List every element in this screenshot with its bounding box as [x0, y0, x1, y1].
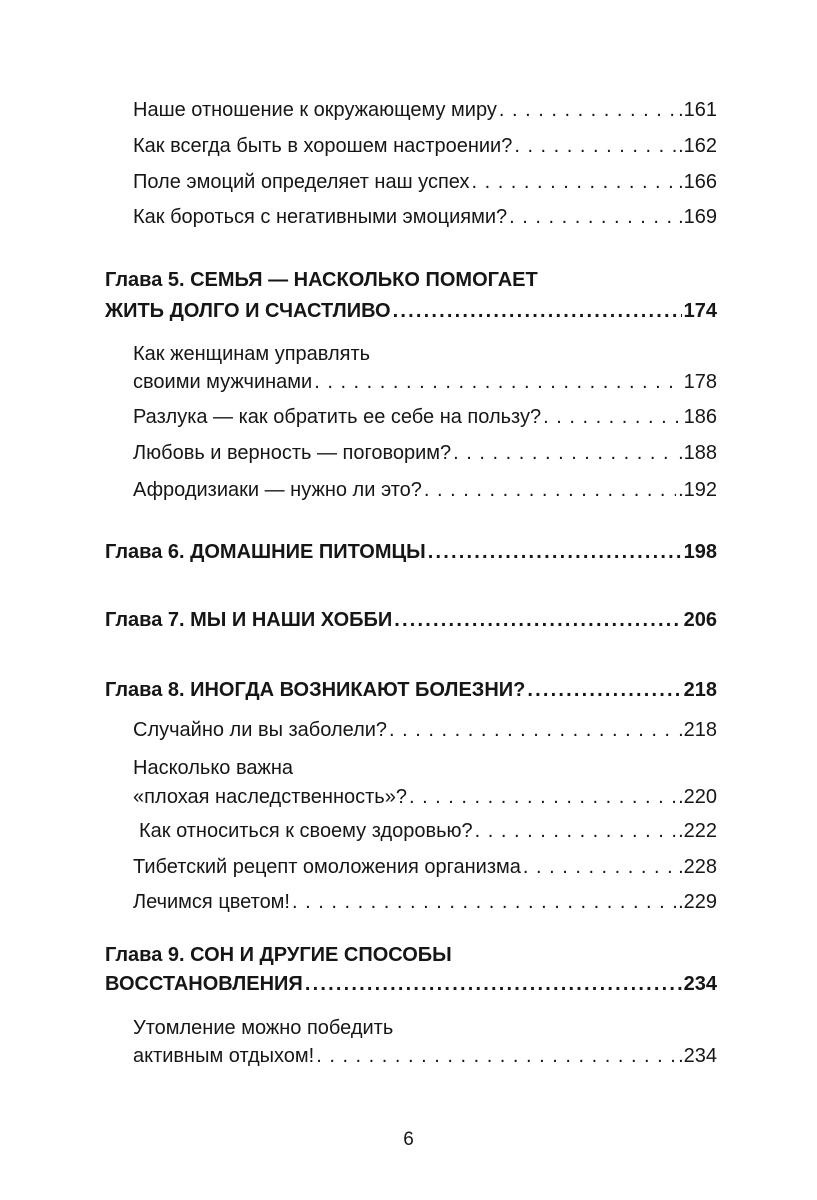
toc-entry-page: .229: [678, 891, 717, 913]
toc-chapter-page: 218: [683, 679, 717, 701]
toc-chapter-title: Глава 5. СЕМЬЯ — НАСКОЛЬКО ПОМОГАЕТ: [105, 269, 538, 291]
toc-entry-page: .161: [678, 99, 717, 121]
toc-entry: [133, 889, 717, 915]
toc-chapter: [105, 607, 717, 633]
toc-entry: [133, 369, 717, 395]
leader-dots: [393, 298, 682, 324]
toc-chapter-title-cont: ВОССТАНОВЛЕНИЯ: [105, 973, 303, 995]
toc-chapter: [105, 677, 717, 703]
toc-entry-title: Насколько важна: [133, 757, 294, 779]
leader-dots: [523, 854, 676, 880]
toc-chapter-page: 198: [683, 541, 717, 563]
toc-entry-title: Как всегда быть в хорошем настроении?: [133, 135, 513, 157]
toc-chapter-page: 206: [683, 609, 717, 631]
toc-entry-title: Поле эмоций определяет наш успех: [133, 171, 470, 193]
toc-entry-title: Случайно ли вы заболели?: [133, 719, 388, 741]
toc-entry: [133, 97, 717, 123]
leader-dots: [499, 97, 676, 123]
toc-chapter-title: Глава 7. МЫ И НАШИ ХОББИ: [105, 609, 393, 631]
leader-dots: [424, 477, 676, 503]
toc-entry-page: .188: [678, 442, 717, 464]
leader-dots: [314, 369, 681, 395]
toc-entry-title: Наше отношение к окружающему миру: [133, 99, 497, 121]
leader-dots: [389, 717, 676, 743]
toc-chapter-title: Глава 6. ДОМАШНИЕ ПИТОМЦЫ: [105, 541, 426, 563]
leader-dots: [543, 404, 682, 430]
toc-entry-page: .162: [678, 135, 717, 157]
toc-entry-page: 186: [683, 406, 717, 428]
toc-entry: [133, 133, 717, 159]
leader-dots: [428, 539, 682, 565]
toc-entry-title-cont: активным отдыхом!: [133, 1045, 315, 1067]
toc-chapter-title-cont: ЖИТЬ ДОЛГО И СЧАСТЛИВО: [105, 300, 391, 322]
toc-entry-title: Разлука — как обратить ее себе на пользу?: [133, 406, 542, 428]
toc-entry-title-cont: своими мужчинами: [133, 371, 313, 393]
toc-entry: [139, 818, 717, 844]
toc-entry: [133, 477, 717, 503]
toc-entry-page: .166: [678, 171, 717, 193]
toc-entry-title-cont: «плохая наследственность»?: [133, 786, 407, 808]
toc-entry-title: Лечимся цветом!: [133, 891, 290, 913]
leader-dots: [409, 784, 676, 810]
toc-entry-page: .228: [678, 856, 717, 878]
leader-dots: [471, 169, 676, 195]
toc-entry: [133, 717, 717, 743]
toc-entry-title: Любовь и верность — поговорим?: [133, 442, 452, 464]
toc-entry-title: Как относиться к своему здоровью?: [139, 820, 473, 842]
toc-chapter-title: Глава 8. ИНОГДА ВОЗНИКАЮТ БОЛЕЗНИ?: [105, 679, 526, 701]
toc-entry-title: Как бороться с негативными эмоциями?: [133, 206, 508, 228]
toc-entry: [133, 169, 717, 195]
toc-chapter: [105, 298, 717, 324]
leader-dots: [292, 889, 676, 915]
toc-entry-page: .169: [678, 206, 717, 228]
toc-entry: [133, 440, 717, 466]
toc-entry-page: .234: [678, 1045, 717, 1067]
leader-dots: [527, 677, 681, 703]
toc-chapter-page: 234: [683, 973, 717, 995]
leader-dots: [453, 440, 676, 466]
toc-chapter: [105, 539, 717, 565]
toc-entry: [133, 404, 717, 430]
leader-dots: [514, 133, 676, 159]
leader-dots: [305, 971, 682, 997]
toc-entry: [133, 1043, 717, 1069]
page-number: 6: [403, 1129, 414, 1150]
toc-entry-page: .192: [678, 479, 717, 501]
leader-dots: [509, 204, 676, 230]
leader-dots: [475, 818, 676, 844]
toc-entry-page: .220: [678, 786, 717, 808]
leader-dots: [316, 1043, 676, 1069]
toc-chapter: [105, 971, 717, 997]
toc-chapter-title: Глава 9. СОН И ДРУГИЕ СПОСОБЫ: [105, 944, 452, 966]
leader-dots: [394, 607, 681, 633]
toc-entry-page: 178: [683, 371, 717, 393]
toc-entry-title: Утомление можно победить: [133, 1017, 394, 1039]
toc-entry-title: Афродизиаки — нужно ли это?: [133, 479, 422, 501]
toc-entry-page: .222: [678, 820, 717, 842]
toc-entry-title: Тибетский рецепт омоложения организма: [133, 856, 521, 878]
toc-entry-title: Как женщинам управлять: [133, 343, 371, 365]
toc-entry-page: .218: [678, 719, 717, 741]
toc-chapter-page: 174: [683, 300, 717, 322]
toc-entry: [133, 854, 717, 880]
toc-entry: [133, 204, 717, 230]
toc-entry: [133, 784, 717, 810]
